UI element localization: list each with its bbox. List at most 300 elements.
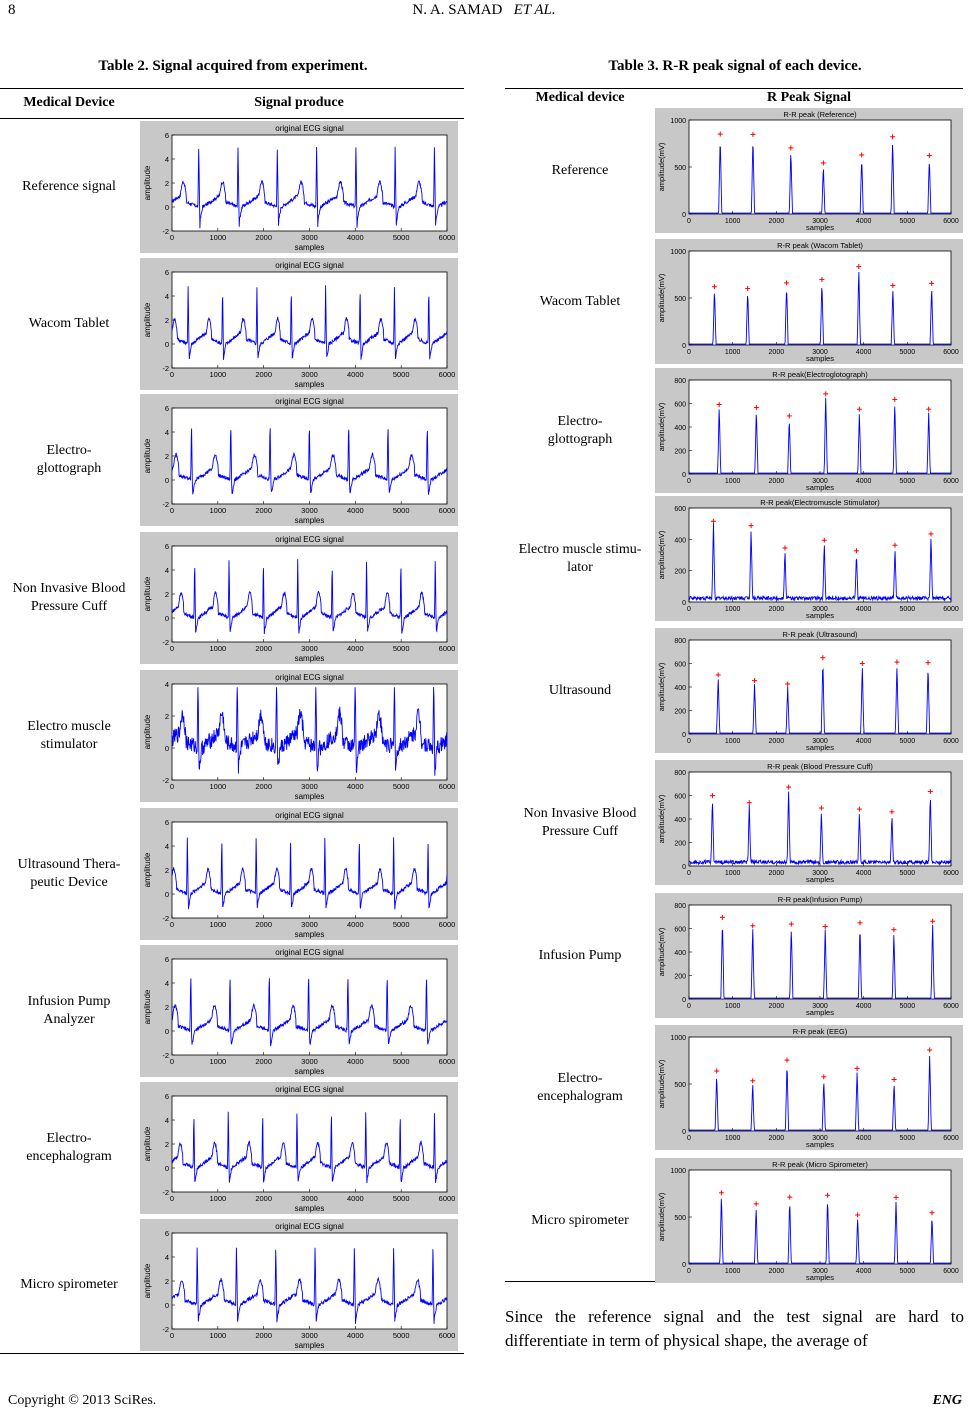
plot-area [689, 640, 951, 734]
y-axis-label: amplitude [143, 302, 152, 338]
x-tick-label: 1000 [209, 920, 227, 929]
x-tick-label: 0 [169, 920, 175, 929]
y-tick-label: 2 [164, 1277, 169, 1286]
table3-col-signal: R Peak Signal [766, 90, 851, 105]
x-tick-label: 1000 [209, 1194, 227, 1203]
y-axis-label: amplitude(mV) [657, 794, 666, 844]
table2-header-rule [0, 118, 464, 119]
x-axis-label: samples [806, 1008, 834, 1017]
x-tick-label: 5000 [899, 1135, 916, 1142]
y-tick-label: 0 [682, 1129, 686, 1136]
x-tick-label: 2000 [768, 738, 785, 745]
ecg-plot [140, 670, 458, 802]
x-tick-label: 2000 [768, 1135, 785, 1142]
table2-row-label: Electro muscle stimulator [27, 719, 111, 752]
y-tick-label: 0 [682, 732, 686, 739]
x-tick-label: 3000 [301, 644, 318, 653]
plot-area [689, 1037, 951, 1131]
y-tick-label: 2 [164, 590, 169, 599]
plot-area [689, 1170, 951, 1264]
y-tick-label: 400 [674, 425, 686, 432]
x-tick-label: 6000 [943, 1268, 959, 1275]
table2-caption: Table 2. Signal acquired from experiment. [98, 58, 368, 74]
x-tick-label: 1000 [209, 1331, 227, 1340]
x-tick-label: 4000 [346, 920, 364, 929]
plot-area [172, 822, 447, 918]
x-tick-label: 5000 [392, 370, 410, 379]
x-tick-label: 5000 [392, 1057, 410, 1066]
x-tick-label: 6000 [438, 506, 456, 515]
x-tick-label: 3000 [812, 1003, 828, 1010]
y-tick-label: 4 [164, 1253, 169, 1262]
page-number: 8 [8, 2, 16, 18]
x-tick-label: 3000 [301, 782, 318, 791]
table2-row-label: Electro- glottograph [36, 443, 102, 476]
x-tick-label: 2000 [768, 870, 785, 877]
table3-caption: Table 3. R-R peak signal of each device. [608, 58, 862, 74]
table3-top-rule [505, 88, 963, 89]
y-tick-label: 0 [164, 890, 169, 899]
x-tick-label: 4000 [346, 1331, 364, 1340]
x-tick-label: 2000 [255, 370, 273, 379]
y-tick-label: 0 [682, 212, 686, 219]
y-tick-label: -2 [162, 1325, 169, 1334]
x-tick-label: 4000 [855, 1135, 872, 1142]
y-tick-label: 0 [164, 1164, 169, 1173]
plot-title: original ECG signal [275, 1222, 344, 1231]
ecg-figure [140, 945, 458, 1077]
y-tick-label: 0 [164, 203, 169, 212]
y-tick-label: 2 [164, 866, 169, 875]
y-tick-label: 6 [164, 818, 169, 827]
y-tick-label: 500 [674, 165, 686, 172]
x-tick-label: 6000 [438, 920, 456, 929]
table3-row-label: Electro- glottograph [547, 413, 613, 447]
y-tick-label: 200 [674, 840, 686, 848]
x-tick-label: 0 [687, 349, 691, 356]
y-tick-label: 500 [674, 1082, 686, 1089]
x-tick-label: 4000 [346, 644, 364, 653]
x-tick-label: 6000 [438, 1194, 456, 1203]
y-tick-label: 0 [682, 997, 686, 1004]
x-tick-label: 3000 [812, 1135, 828, 1142]
x-tick-label: 5000 [392, 782, 410, 791]
y-tick-label: 4 [164, 842, 169, 851]
table2-row-label: Wacom Tablet [28, 316, 110, 331]
ecg-plot [140, 258, 458, 390]
ecg-figure [140, 121, 458, 253]
y-tick-label: 4 [164, 1116, 169, 1125]
x-tick-label: 3000 [812, 218, 828, 225]
x-tick-label: 4000 [346, 233, 364, 242]
rr-peak-figure [655, 368, 963, 493]
x-tick-label: 1000 [209, 233, 227, 242]
x-tick-label: 3000 [301, 233, 318, 242]
rr-plot [655, 368, 963, 493]
y-tick-label: 0 [682, 864, 686, 871]
y-tick-label: -2 [162, 1188, 169, 1197]
y-tick-label: 0 [682, 343, 686, 350]
x-tick-label: 0 [687, 1268, 691, 1275]
x-tick-label: 5000 [392, 506, 410, 515]
x-tick-label: 1000 [724, 478, 741, 485]
x-axis-label: samples [294, 1067, 325, 1076]
table3-row-label: Micro spirometer [531, 1212, 629, 1228]
x-tick-label: 2000 [768, 606, 785, 613]
y-tick-label: 600 [674, 401, 686, 409]
y-tick-label: 1000 [670, 118, 686, 125]
x-axis-label: samples [294, 243, 325, 252]
rr-peak-figure [655, 496, 963, 621]
y-tick-label: 1000 [670, 249, 686, 256]
rr-peak-figure [655, 1025, 963, 1150]
plot-title: R-R peak (Blood Pressure Cuff) [767, 762, 873, 771]
y-tick-label: 400 [674, 685, 686, 692]
x-tick-label: 0 [169, 782, 175, 791]
x-tick-label: 5000 [899, 1003, 916, 1010]
x-tick-label: 1000 [724, 218, 741, 225]
x-axis-label: samples [294, 930, 325, 939]
table2-col-device: Medical Device [23, 95, 115, 110]
x-tick-label: 2000 [255, 920, 273, 929]
plot-title: original ECG signal [275, 948, 344, 957]
rr-peak-figure [655, 1158, 963, 1283]
plot-title: original ECG signal [275, 261, 344, 270]
plot-area [172, 546, 447, 642]
y-tick-label: 4 [164, 428, 169, 437]
x-tick-label: 0 [169, 1331, 175, 1340]
x-tick-label: 2000 [768, 349, 785, 356]
rr-plot [655, 1025, 963, 1150]
x-tick-label: 0 [687, 1003, 691, 1010]
y-tick-label: 6 [164, 542, 169, 551]
plot-area [689, 380, 951, 474]
y-tick-label: 400 [674, 950, 686, 957]
x-tick-label: 2000 [255, 506, 273, 515]
x-tick-label: 6000 [943, 738, 959, 745]
y-tick-label: 0 [164, 614, 169, 623]
x-tick-label: 6000 [943, 1135, 959, 1142]
x-axis-label: samples [294, 516, 325, 525]
plot-title: original ECG signal [275, 397, 344, 406]
x-tick-label: 6000 [438, 1331, 456, 1340]
x-axis-label: samples [294, 654, 325, 663]
y-tick-label: 200 [674, 708, 686, 716]
table2-row-label: Micro spirometer [20, 1277, 118, 1292]
y-tick-label: 0 [682, 600, 686, 607]
plot-area [172, 1233, 447, 1329]
x-axis-label: samples [294, 1341, 325, 1350]
x-tick-label: 4000 [346, 782, 364, 791]
x-tick-label: 0 [169, 644, 175, 653]
y-tick-label: -2 [162, 914, 169, 923]
x-tick-label: 0 [687, 606, 691, 613]
plot-title: R-R peak (Micro Spirometer) [772, 1160, 868, 1169]
x-tick-label: 3000 [812, 870, 828, 877]
y-tick-label: 800 [674, 903, 686, 910]
x-axis-label: samples [806, 1140, 834, 1149]
x-tick-label: 6000 [943, 349, 959, 356]
x-axis-label: samples [806, 1273, 834, 1282]
x-tick-label: 3000 [301, 506, 318, 515]
y-tick-label: 4 [164, 979, 169, 988]
x-tick-label: 5000 [899, 606, 916, 613]
x-tick-label: 3000 [301, 1057, 318, 1066]
y-tick-label: 0 [164, 476, 169, 485]
x-tick-label: 5000 [392, 233, 410, 242]
y-tick-label: 600 [674, 926, 686, 934]
x-tick-label: 1000 [724, 738, 741, 745]
x-axis-label: samples [294, 792, 325, 801]
plot-area [172, 135, 447, 231]
x-tick-label: 1000 [209, 506, 227, 515]
x-tick-label: 1000 [724, 1135, 741, 1142]
x-tick-label: 1000 [209, 644, 227, 653]
rr-peak-figure [655, 239, 963, 364]
table2-bottom-rule [0, 1353, 464, 1354]
x-tick-label: 2000 [255, 1331, 273, 1340]
table3-col-device: Medical device [535, 90, 625, 105]
x-tick-label: 1000 [209, 1057, 227, 1066]
running-header-authors: N. A. SAMAD [412, 2, 503, 18]
table2-row-label: Non Invasive Blood Pressure Cuff [12, 581, 126, 614]
x-tick-label: 0 [687, 870, 691, 877]
plot-area [172, 1096, 447, 1192]
y-axis-label: amplitude [143, 1263, 152, 1299]
ecg-plot [140, 121, 458, 253]
plot-title: original ECG signal [275, 811, 344, 820]
table2-row-label: Infusion Pump Analyzer [27, 994, 111, 1027]
x-tick-label: 0 [687, 738, 691, 745]
plot-title: R-R peak(Infusion Pump) [777, 895, 863, 904]
y-tick-label: 500 [674, 296, 686, 303]
y-tick-label: 1000 [670, 1168, 686, 1175]
y-tick-label: 0 [164, 744, 169, 753]
table3-row-label: Reference [551, 162, 609, 178]
plot-area [689, 508, 951, 602]
y-axis-label: amplitude(mV) [657, 142, 666, 192]
x-tick-label: 6000 [438, 370, 456, 379]
rr-plot [655, 628, 963, 753]
footer-copyright: Copyright © 2013 SciRes. [8, 1393, 157, 1408]
y-tick-label: 800 [674, 378, 686, 385]
x-tick-label: 1000 [209, 782, 227, 791]
x-axis-label: samples [806, 354, 834, 363]
y-tick-label: 0 [682, 1262, 686, 1269]
x-tick-label: 0 [169, 233, 175, 242]
x-tick-label: 6000 [943, 870, 959, 877]
x-tick-label: 5000 [899, 478, 916, 485]
ecg-plot [140, 1219, 458, 1351]
rr-peak-figure [655, 760, 963, 885]
x-tick-label: 3000 [812, 738, 828, 745]
y-tick-label: 400 [674, 537, 686, 545]
y-tick-label: 600 [674, 661, 686, 669]
y-tick-label: 2 [164, 1003, 169, 1012]
x-tick-label: 2000 [768, 1003, 785, 1010]
y-tick-label: 200 [674, 568, 686, 576]
y-axis-label: amplitude(mV) [657, 662, 666, 712]
x-tick-label: 4000 [855, 478, 872, 485]
y-tick-label: 0 [164, 1027, 169, 1036]
rr-peak-figure [655, 628, 963, 753]
table3-row-label: Infusion Pump [538, 947, 622, 963]
x-tick-label: 4000 [346, 1194, 364, 1203]
table3-row-label: Electro- encephalogram [537, 1070, 623, 1104]
x-tick-label: 0 [687, 478, 691, 485]
x-tick-label: 6000 [438, 233, 456, 242]
plot-title: R-R peak (Wacom Tablet) [777, 241, 863, 250]
plot-title: original ECG signal [275, 673, 344, 682]
y-axis-label: amplitude [143, 989, 152, 1025]
footer-journal: ENG [932, 1393, 962, 1408]
y-tick-label: 800 [674, 770, 686, 777]
y-tick-label: 6 [164, 1229, 169, 1238]
y-tick-label: 500 [674, 1215, 686, 1222]
x-tick-label: 5000 [392, 920, 410, 929]
x-tick-label: 4000 [855, 218, 872, 225]
x-tick-label: 5000 [899, 218, 916, 225]
ecg-figure [140, 1082, 458, 1214]
plot-title: R-R peak (EEG) [792, 1027, 848, 1036]
y-tick-label: 6 [164, 955, 169, 964]
y-axis-label: amplitude(mV) [657, 1059, 666, 1109]
x-tick-label: 4000 [855, 606, 872, 613]
table2-row-label: Ultrasound Thera- peutic Device [17, 857, 121, 890]
body-paragraph: Since the reference signal and the test signal are hard to differentiate in term of physical shape, the average of [505, 1307, 964, 1350]
x-tick-label: 3000 [301, 1194, 318, 1203]
x-tick-label: 5000 [899, 1268, 916, 1275]
x-axis-label: samples [806, 743, 834, 752]
running-header [0, 2, 968, 19]
plot-title: R-R peak (Reference) [783, 110, 857, 119]
ecg-plot [140, 808, 458, 940]
x-axis-label: samples [294, 1204, 325, 1213]
ecg-plot [140, 394, 458, 526]
table2-row-label: Reference signal [22, 179, 116, 194]
plot-area [689, 905, 951, 999]
y-axis-label: amplitude(mV) [657, 1192, 666, 1242]
x-tick-label: 1000 [724, 1003, 741, 1010]
rr-peak-figure [655, 108, 963, 233]
x-tick-label: 2000 [768, 478, 785, 485]
x-tick-label: 6000 [943, 1003, 959, 1010]
plot-title: original ECG signal [275, 1085, 344, 1094]
x-axis-label: samples [806, 223, 834, 232]
x-tick-label: 0 [169, 370, 175, 379]
y-tick-label: 2 [164, 712, 169, 721]
y-tick-label: 2 [164, 452, 169, 461]
y-tick-label: 6 [164, 1092, 169, 1101]
x-tick-label: 2000 [255, 782, 273, 791]
x-tick-label: 1000 [724, 606, 741, 613]
plot-area [172, 684, 447, 780]
plot-title: R-R peak(Electromuscle Stimulator) [760, 498, 880, 507]
y-axis-label: amplitude [143, 1126, 152, 1162]
y-axis-label: amplitude [143, 714, 152, 750]
x-tick-label: 3000 [812, 349, 828, 356]
rr-plot [655, 760, 963, 885]
ecg-plot [140, 1082, 458, 1214]
x-tick-label: 5000 [899, 738, 916, 745]
ecg-plot [140, 532, 458, 664]
y-tick-label: -2 [162, 1051, 169, 1060]
x-tick-label: 6000 [943, 218, 959, 225]
x-tick-label: 4000 [855, 1003, 872, 1010]
x-tick-label: 3000 [812, 1268, 828, 1275]
plot-area [172, 272, 447, 368]
x-tick-label: 6000 [438, 782, 456, 791]
x-tick-label: 3000 [301, 370, 318, 379]
y-axis-label: amplitude [143, 165, 152, 201]
x-tick-label: 6000 [438, 644, 456, 653]
y-tick-label: 4 [164, 155, 169, 164]
x-tick-label: 0 [169, 1057, 175, 1066]
x-tick-label: 1000 [724, 349, 741, 356]
y-axis-label: amplitude(mV) [657, 927, 666, 977]
table2-row-label: Electro- encephalogram [26, 1131, 112, 1164]
x-tick-label: 2000 [255, 1057, 273, 1066]
plot-title: original ECG signal [275, 124, 344, 133]
x-tick-label: 0 [687, 1135, 691, 1142]
rr-plot [655, 239, 963, 364]
y-axis-label: amplitude [143, 852, 152, 888]
plot-title: R-R peak (Ultrasound) [782, 630, 858, 639]
x-tick-label: 4000 [346, 506, 364, 515]
table2-col-signal: Signal produce [254, 95, 344, 110]
x-tick-label: 5000 [899, 349, 916, 356]
ecg-figure [140, 670, 458, 802]
table3-row-label: Ultrasound [548, 682, 612, 698]
ecg-figure [140, 532, 458, 664]
x-tick-label: 3000 [812, 606, 828, 613]
ecg-figure [140, 394, 458, 526]
y-tick-label: 6 [164, 131, 169, 140]
y-axis-label: amplitude(mV) [657, 530, 666, 580]
table2-top-rule [0, 88, 464, 89]
y-tick-label: 600 [674, 793, 686, 801]
table3-row-label: Non Invasive Blood Pressure Cuff [523, 805, 637, 839]
rr-peak-figure [655, 893, 963, 1018]
y-tick-label: 6 [164, 268, 169, 277]
y-tick-label: -2 [162, 227, 169, 236]
y-tick-label: -2 [162, 776, 169, 785]
y-tick-label: 6 [164, 404, 169, 413]
rr-plot [655, 1158, 963, 1283]
x-tick-label: 6000 [943, 606, 959, 613]
y-axis-label: amplitude [143, 576, 152, 612]
table3-row-label: Wacom Tablet [539, 293, 621, 309]
x-tick-label: 5000 [392, 1194, 410, 1203]
rr-plot [655, 893, 963, 1018]
x-tick-label: 2000 [768, 1268, 785, 1275]
x-axis-label: samples [806, 611, 834, 620]
y-tick-label: 2 [164, 179, 169, 188]
x-tick-label: 2000 [768, 218, 785, 225]
y-tick-label: 2 [164, 316, 169, 325]
x-tick-label: 3000 [812, 478, 828, 485]
y-tick-label: 4 [164, 566, 169, 575]
x-tick-label: 3000 [301, 1331, 318, 1340]
plot-title: original ECG signal [275, 535, 344, 544]
rr-plot [655, 496, 963, 621]
x-axis-label: samples [806, 483, 834, 492]
x-tick-label: 5000 [899, 870, 916, 877]
x-axis-label: samples [294, 380, 325, 389]
plot-area [689, 120, 951, 214]
x-tick-label: 2000 [255, 1194, 273, 1203]
ecg-figure [140, 808, 458, 940]
